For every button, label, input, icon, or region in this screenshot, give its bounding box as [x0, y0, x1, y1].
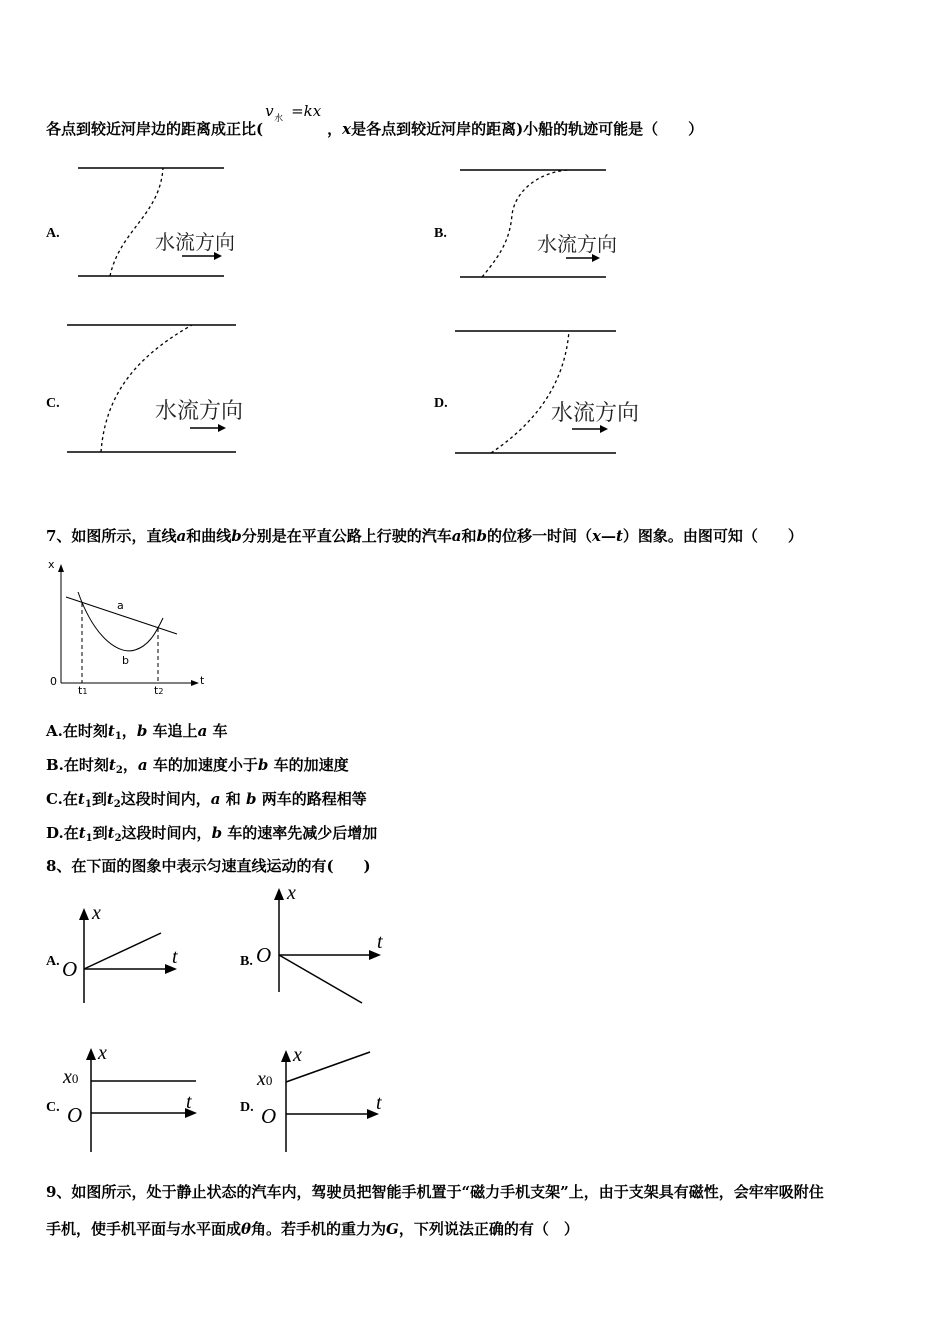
q7-graph-t-label: t [200, 674, 205, 687]
q7-stem-pre: 7、如图所示，直线 [46, 527, 177, 545]
q8-c-origin: O [67, 1103, 83, 1127]
q7-var-b: b [231, 527, 242, 545]
q7-stem-s3: 分别是在平直公路上行驶的汽车 [241, 527, 452, 545]
q7-option-d[interactable]: D.在$t_1$到$t_2$这段时间内，b 车的速率先减少后增加 [46, 824, 378, 844]
q8-c-x0-label: x0 [63, 1066, 79, 1088]
q8-c-x-label: t [186, 1091, 192, 1113]
q7-stem-s5: 的位移一时间（ [486, 527, 592, 545]
q7-option-a[interactable]: A.在时刻$t_1$，b 车追上a 车 [46, 722, 228, 742]
q6-formula-sub: 水 [274, 114, 284, 124]
q6-stem-post: 是各点到较近河岸的距离)小船的轨迹可能是（ ） [351, 120, 704, 138]
q9-stem-line2: 手机，使手机平面与水平面成θ角。若手机的重力为G，下列说法正确的有（ ） [46, 1220, 579, 1238]
q6-option-b-label[interactable]: B. [434, 226, 447, 241]
q7-graph-curve-b-label: b [122, 654, 129, 667]
q6-formula-rest: =kx [291, 102, 322, 120]
q7-stem-s6: ）图象。由图可知（ ） [622, 527, 803, 545]
q7-option-b[interactable]: B.在时刻$t_2$，a 车的加速度小于b 车的加速度 [46, 756, 349, 776]
q8-stem: 8、在下面的图象中表示匀速直线运动的有( ) [46, 857, 371, 875]
q7-graph-t1-label: t1 [78, 684, 88, 697]
q7-graph-line-a-label: a [117, 599, 124, 612]
q6-option-d-label[interactable]: D. [434, 396, 448, 411]
q6-option-a-flow: 水流方向 [155, 230, 235, 254]
q8-option-c-label[interactable]: C. [46, 1100, 60, 1115]
q8-d-x-label: t [376, 1092, 382, 1114]
q7-dash: — [600, 527, 616, 545]
q8-c-y-label: x [98, 1042, 107, 1064]
q8-option-d-label[interactable]: D. [240, 1100, 254, 1115]
q7-var-a2: a [451, 527, 462, 545]
q6-option-c-flow: 水流方向 [155, 399, 244, 424]
q7-option-c[interactable]: C.在$t_1$到$t_2$这段时间内，a 和 b 两车的路程相等 [46, 790, 367, 810]
q8-b-origin: O [256, 943, 272, 967]
q7-graph-t2-label: t2 [154, 684, 164, 697]
q8-a-x-label: t [172, 946, 178, 968]
q6-formula-v: v [265, 102, 274, 120]
q7-var-b2: b [476, 527, 487, 545]
q6-option-c-label[interactable]: C. [46, 396, 60, 411]
q6-option-b-flow: 水流方向 [537, 232, 617, 256]
q8-a-y-label: x [92, 902, 101, 924]
q7-var-x: x [591, 527, 601, 545]
q8-option-a-label[interactable]: A. [46, 954, 60, 969]
q6-stem-pre: 各点到较近河岸边的距离成正比( [46, 120, 264, 138]
q7-graph-origin: 0 [50, 675, 57, 688]
q7-graph-x-label: x [48, 558, 55, 571]
q7-stem-s2: 和曲线 [186, 527, 232, 545]
q6-option-a-label[interactable]: A. [46, 226, 60, 241]
q9-stem-line1: 9、如图所示，处于静止状态的汽车内，驾驶员把智能手机置于“磁力手机支架”上，由于支架具有磁性，会牢牢吸附住 [46, 1183, 824, 1201]
q8-d-y-label: x [293, 1044, 302, 1066]
q8-a-origin: O [62, 957, 78, 981]
q7-var-a: a [176, 527, 187, 545]
q6-stem-mid: ， [327, 120, 343, 138]
q8-b-x-label: t [377, 931, 383, 953]
q8-d-origin: O [261, 1104, 277, 1128]
q8-option-b-label[interactable]: B. [240, 954, 253, 969]
q8-b-y-label: x [287, 882, 296, 904]
q7-stem-s4: 和 [461, 527, 477, 545]
q8-d-x0-label: x0 [257, 1068, 273, 1090]
q7-var-t: t [615, 527, 623, 545]
q6-option-d-flow: 水流方向 [551, 401, 640, 426]
q6-stem-x: x [342, 120, 352, 138]
